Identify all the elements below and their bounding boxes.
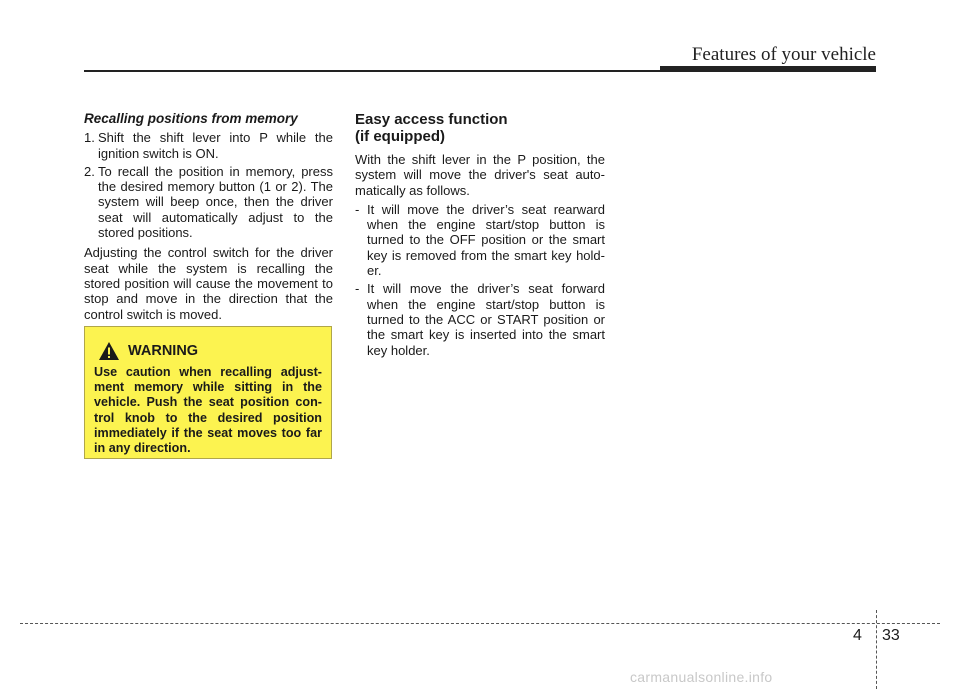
heading-line: Easy access function (355, 111, 508, 128)
body-paragraph: Adjusting the control switch for the driver seat while the system is recalling the stored position will cause the movement to stop and move in the direction that the control switch is moved. (84, 245, 333, 322)
bullet-text: It will move the driver’s seat forward when the engine start/stop button is turned to the ACC or START position or the smart key is inserted into the smart key holder. (367, 281, 605, 358)
warning-header (94, 341, 322, 361)
warning-text: Use caution when recalling adjust-ment memory while sitting in the vehicle. Push the seat position con-trol knob to the desired position immediately if the seat moves too far in any direction. (94, 365, 322, 456)
page-number: 33 (882, 627, 900, 644)
bullet-dash: - (355, 201, 360, 217)
left-column (84, 111, 333, 326)
list-item (355, 202, 605, 278)
step-number: 1. (84, 130, 95, 146)
warning-triangle-icon (98, 341, 120, 361)
intro-paragraph: With the shift lever in the P position, the system will move the driver's seat auto-matically as follows. (355, 152, 605, 198)
steps-list (84, 130, 333, 240)
warning-box (84, 326, 332, 459)
heading-easy-access (355, 111, 605, 145)
bullet-dash: - (355, 281, 360, 297)
footer-divider (876, 610, 877, 689)
warning-title: WARNING (128, 343, 199, 359)
step-number: 2. (84, 163, 95, 179)
heading-line: (if equipped) (355, 128, 445, 145)
subhead-recalling: Recalling positions from memory (84, 111, 298, 126)
list-item (84, 130, 333, 161)
step-text: To recall the position in memory, press the desired memory button (1 or 2). The system will beep once, then the driver seat will automatically adjust to the stored positions. (98, 163, 333, 241)
watermark: carmanualsonline.info (630, 669, 773, 685)
middle-column (355, 111, 605, 361)
section-title: Features of your vehicle (691, 44, 876, 65)
footer-rule (20, 623, 940, 624)
step-text: Shift the shift lever into P while the ignition switch is ON. (98, 130, 333, 161)
bullet-list (355, 202, 605, 358)
header-rule-thick (660, 66, 876, 72)
list-item (355, 281, 605, 357)
bullet-text: It will move the driver’s seat rearward when the engine start/stop button is turned to the OFF position or the smart key is removed from the smart key hold-er. (367, 201, 605, 279)
chapter-number: 4 (853, 627, 862, 644)
list-item (84, 164, 333, 240)
